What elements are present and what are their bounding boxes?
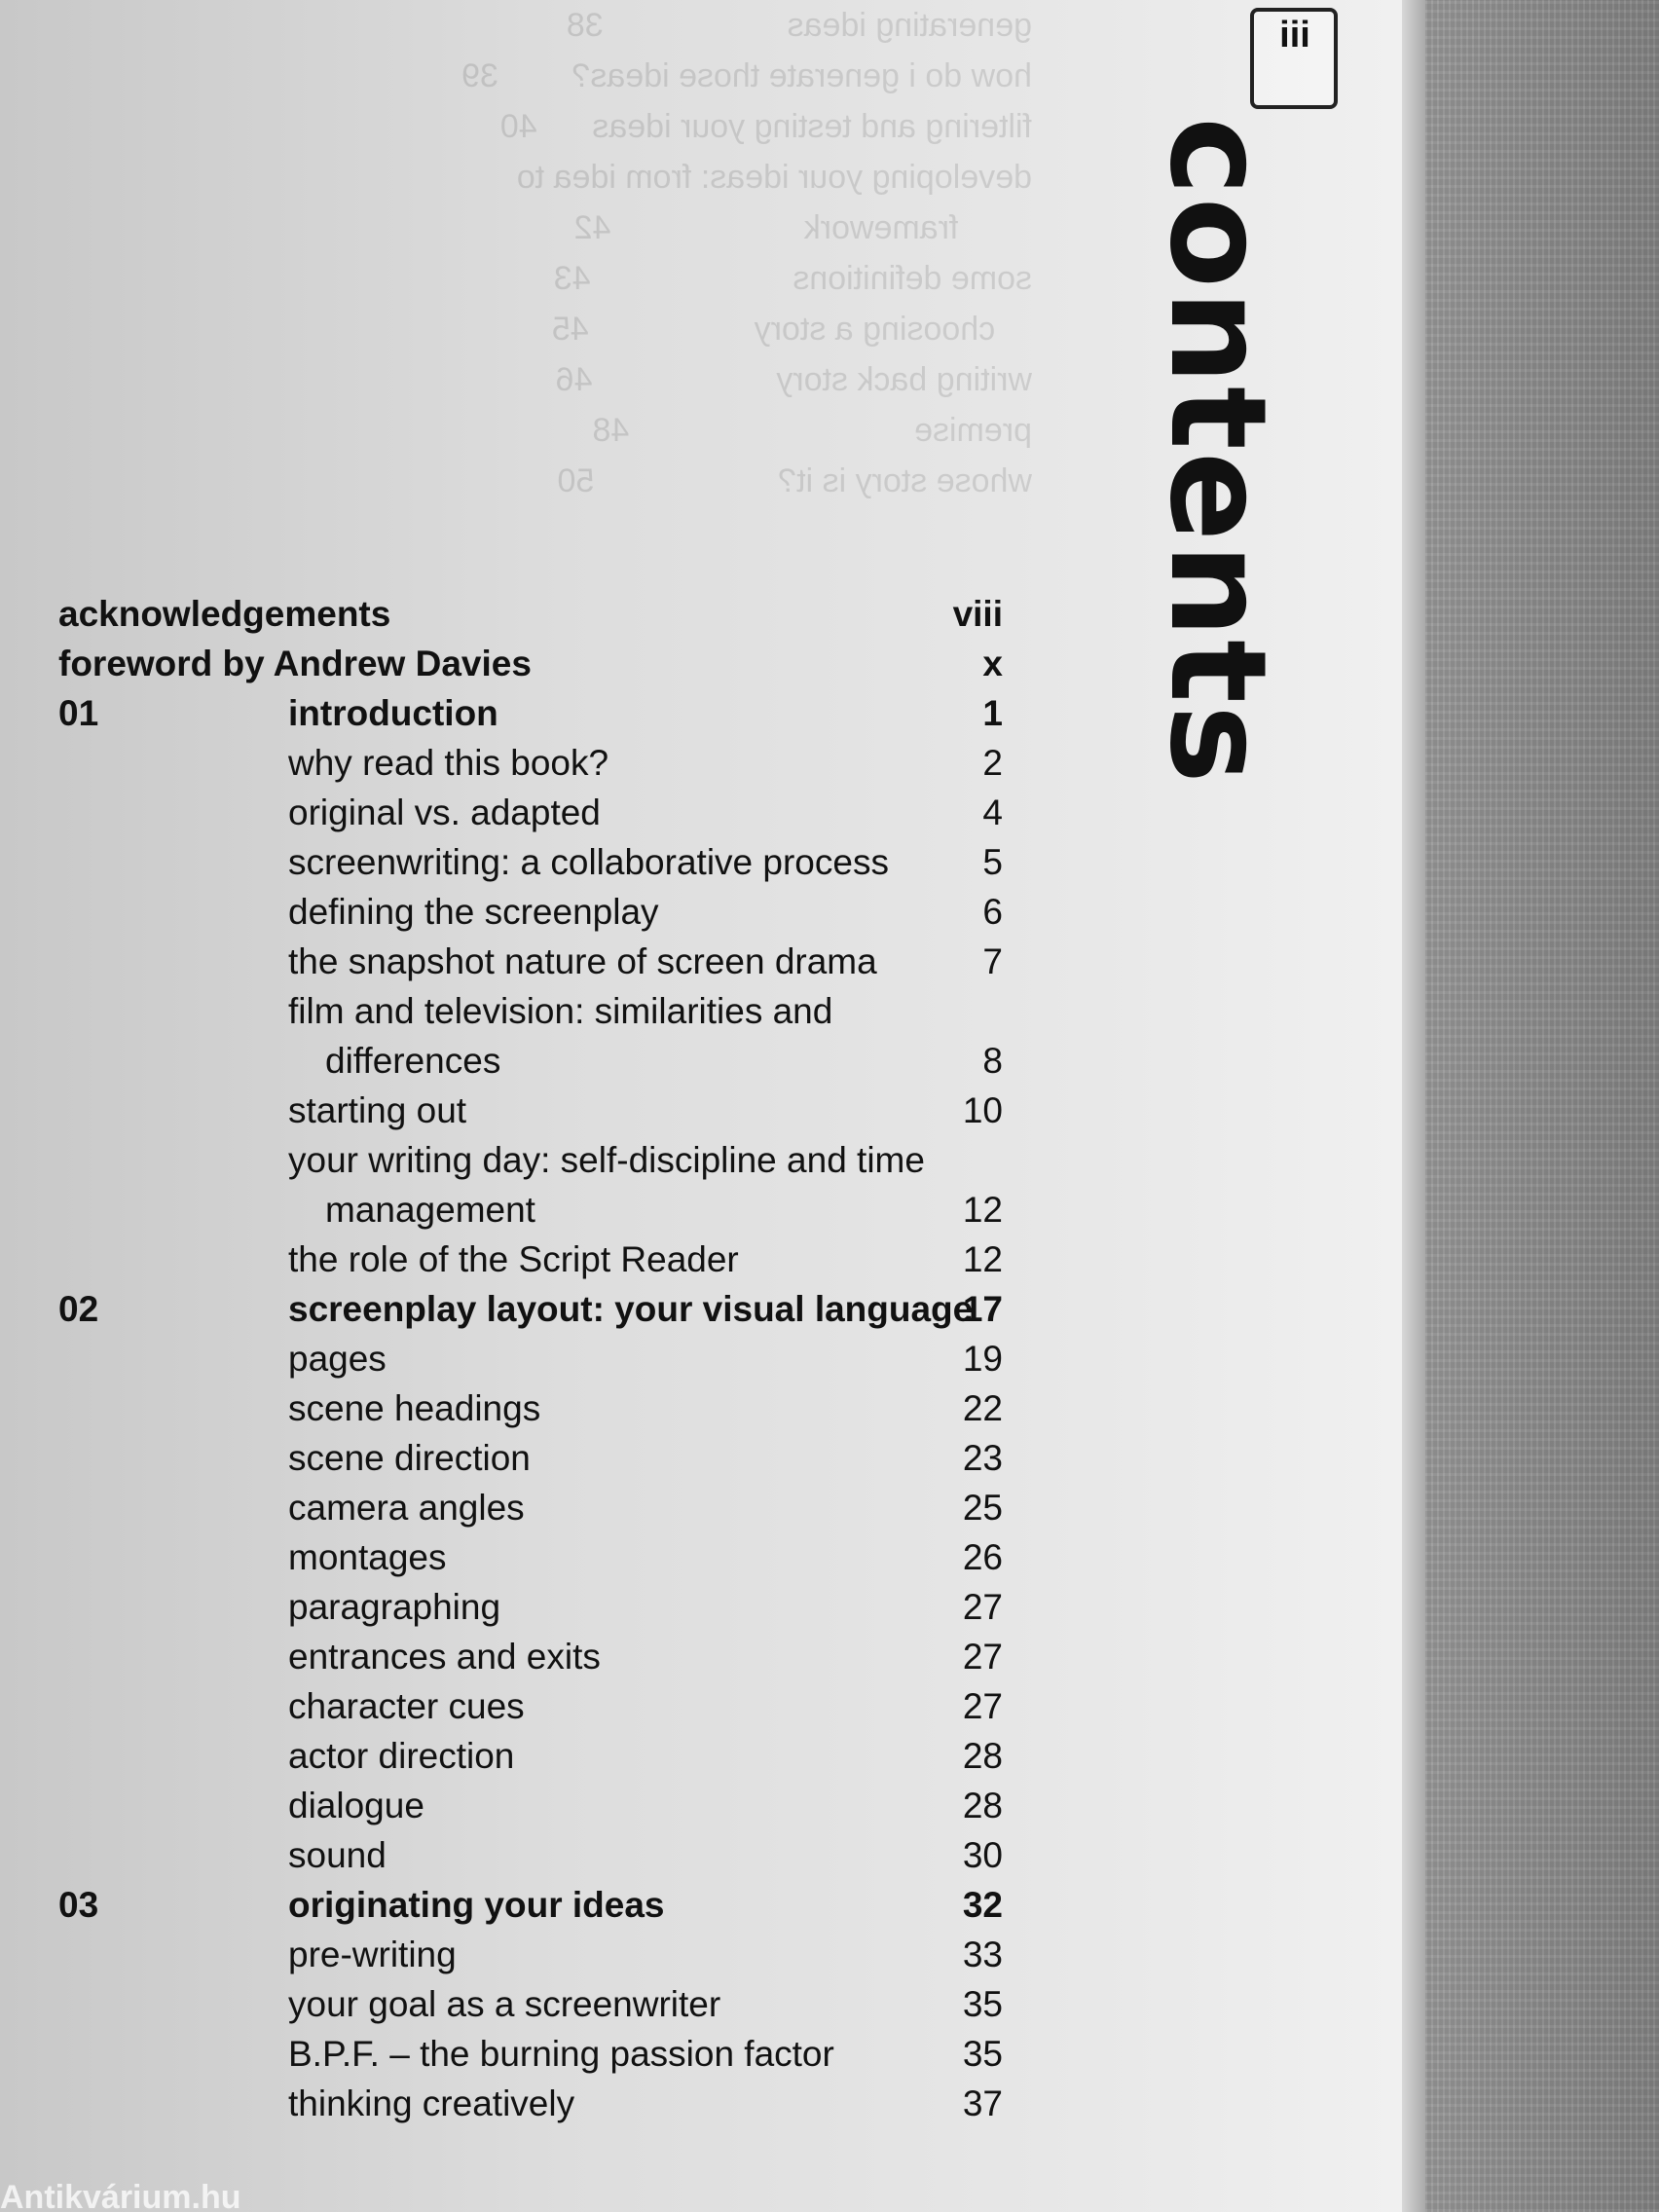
entry-title: your writing day: self-discipline and time (288, 1140, 925, 1180)
entry-title: the snapshot nature of screen drama (288, 941, 877, 981)
toc-entry-line-two (0, 1188, 1051, 1233)
toc-entry-line-two (0, 1039, 1051, 1084)
toc-entry (0, 1088, 1051, 1133)
entry-title: film and television: similarities and (288, 991, 833, 1031)
entry-page: 35 (962, 2034, 1003, 2074)
entry-page: 27 (962, 1686, 1003, 1726)
entry-page: 27 (962, 1587, 1003, 1627)
watermark: Antikvárium.hu (0, 2181, 241, 2212)
toc-entry-line-one (0, 989, 1051, 1034)
entry-title: B.P.F. – the burning passion factor (288, 2034, 834, 2074)
entry-title: pages (288, 1339, 387, 1379)
entry-title: sound (288, 1835, 387, 1875)
entry-page: 23 (962, 1438, 1003, 1478)
entry-page: 27 (962, 1637, 1003, 1677)
entry-page: 7 (982, 941, 1003, 981)
toc-entry (0, 840, 1051, 885)
entry-page: x (982, 644, 1003, 683)
chapter-title: screenplay layout: your visual language (288, 1289, 974, 1329)
toc-entry (0, 1337, 1051, 1382)
chapter-number: 03 (58, 1885, 99, 1925)
background-surface (1396, 0, 1659, 2212)
toc-entry (0, 940, 1051, 984)
entry-title: starting out (288, 1090, 467, 1130)
toc-entry (0, 1684, 1051, 1729)
entry-page: 10 (962, 1090, 1003, 1130)
toc-entry (0, 1635, 1051, 1679)
chapter-title: introduction (288, 693, 498, 733)
entry-title: montages (288, 1537, 447, 1577)
entry-page: 2 (982, 743, 1003, 783)
toc-entry (0, 2032, 1051, 2077)
entry-page: 19 (962, 1339, 1003, 1379)
toc-entry-line-one (0, 1138, 1051, 1183)
entry-page: 33 (962, 1935, 1003, 1974)
entry-title-continuation: differences (325, 1041, 501, 1081)
entry-title: foreword by Andrew Davies (58, 644, 532, 683)
entry-page: 35 (962, 1984, 1003, 2024)
entry-title: scene headings (288, 1388, 541, 1428)
toc-entry (0, 2082, 1051, 2126)
entry-title: acknowledgements (58, 594, 391, 634)
toc-entry (0, 791, 1051, 835)
entry-title: original vs. adapted (288, 793, 601, 832)
entry-page: 12 (962, 1190, 1003, 1230)
chapter-03-heading (0, 1883, 1051, 1928)
chapter-page: 17 (962, 1289, 1003, 1329)
entry-title-continuation: management (325, 1190, 535, 1230)
entry-page: 5 (982, 842, 1003, 882)
toc-entry (0, 1933, 1051, 1977)
entry-page: 28 (962, 1786, 1003, 1825)
entry-page: viii (952, 594, 1003, 634)
toc-entry (0, 1486, 1051, 1530)
entry-page: 6 (982, 892, 1003, 932)
toc-entry (0, 1833, 1051, 1878)
chapter-02-heading (0, 1287, 1051, 1332)
entry-page: 30 (962, 1835, 1003, 1875)
entry-page: 26 (962, 1537, 1003, 1577)
entry-title: why read this book? (288, 743, 609, 783)
entry-title: character cues (288, 1686, 525, 1726)
toc-entry (0, 1585, 1051, 1630)
toc-entry (0, 741, 1051, 786)
entry-title: the role of the Script Reader (288, 1239, 739, 1279)
page-number: iii (1279, 15, 1310, 55)
page-edge (1402, 0, 1425, 2212)
entry-title: scene direction (288, 1438, 531, 1478)
toc-entry (0, 1436, 1051, 1481)
toc-entry (0, 1734, 1051, 1779)
entry-page: 25 (962, 1488, 1003, 1528)
entry-title: thinking creatively (288, 2083, 575, 2123)
toc-entry (0, 1386, 1051, 1431)
toc-entry (0, 1784, 1051, 1828)
entry-title: defining the screenplay (288, 892, 659, 932)
entry-title: paragraphing (288, 1587, 501, 1627)
entry-page: 28 (962, 1736, 1003, 1776)
entry-page: 37 (962, 2083, 1003, 2123)
chapter-number: 01 (58, 693, 99, 733)
chapter-page: 32 (962, 1885, 1003, 1925)
chapter-01-heading (0, 691, 1051, 736)
entry-page: 22 (962, 1388, 1003, 1428)
toc-entry (0, 1237, 1051, 1282)
entry-title: dialogue (288, 1786, 424, 1825)
toc-entry (0, 1982, 1051, 2027)
toc-entry (0, 1535, 1051, 1580)
front-matter-acknowledgements (0, 592, 1051, 637)
entry-title: your goal as a screenwriter (288, 1984, 721, 2024)
contents-heading: contents (1140, 117, 1294, 786)
chapter-page: 1 (982, 693, 1003, 733)
entry-title: camera angles (288, 1488, 525, 1528)
entry-page: 4 (982, 793, 1003, 832)
entry-title: screenwriting: a collaborative process (288, 842, 889, 882)
toc-entry (0, 890, 1051, 935)
chapter-title: originating your ideas (288, 1885, 665, 1925)
entry-title: pre-writing (288, 1935, 457, 1974)
chapter-number: 02 (58, 1289, 99, 1329)
entry-page: 8 (982, 1041, 1003, 1081)
entry-page: 12 (962, 1239, 1003, 1279)
entry-title: actor direction (288, 1736, 515, 1776)
front-matter-foreword (0, 642, 1051, 686)
entry-title: entrances and exits (288, 1637, 601, 1677)
